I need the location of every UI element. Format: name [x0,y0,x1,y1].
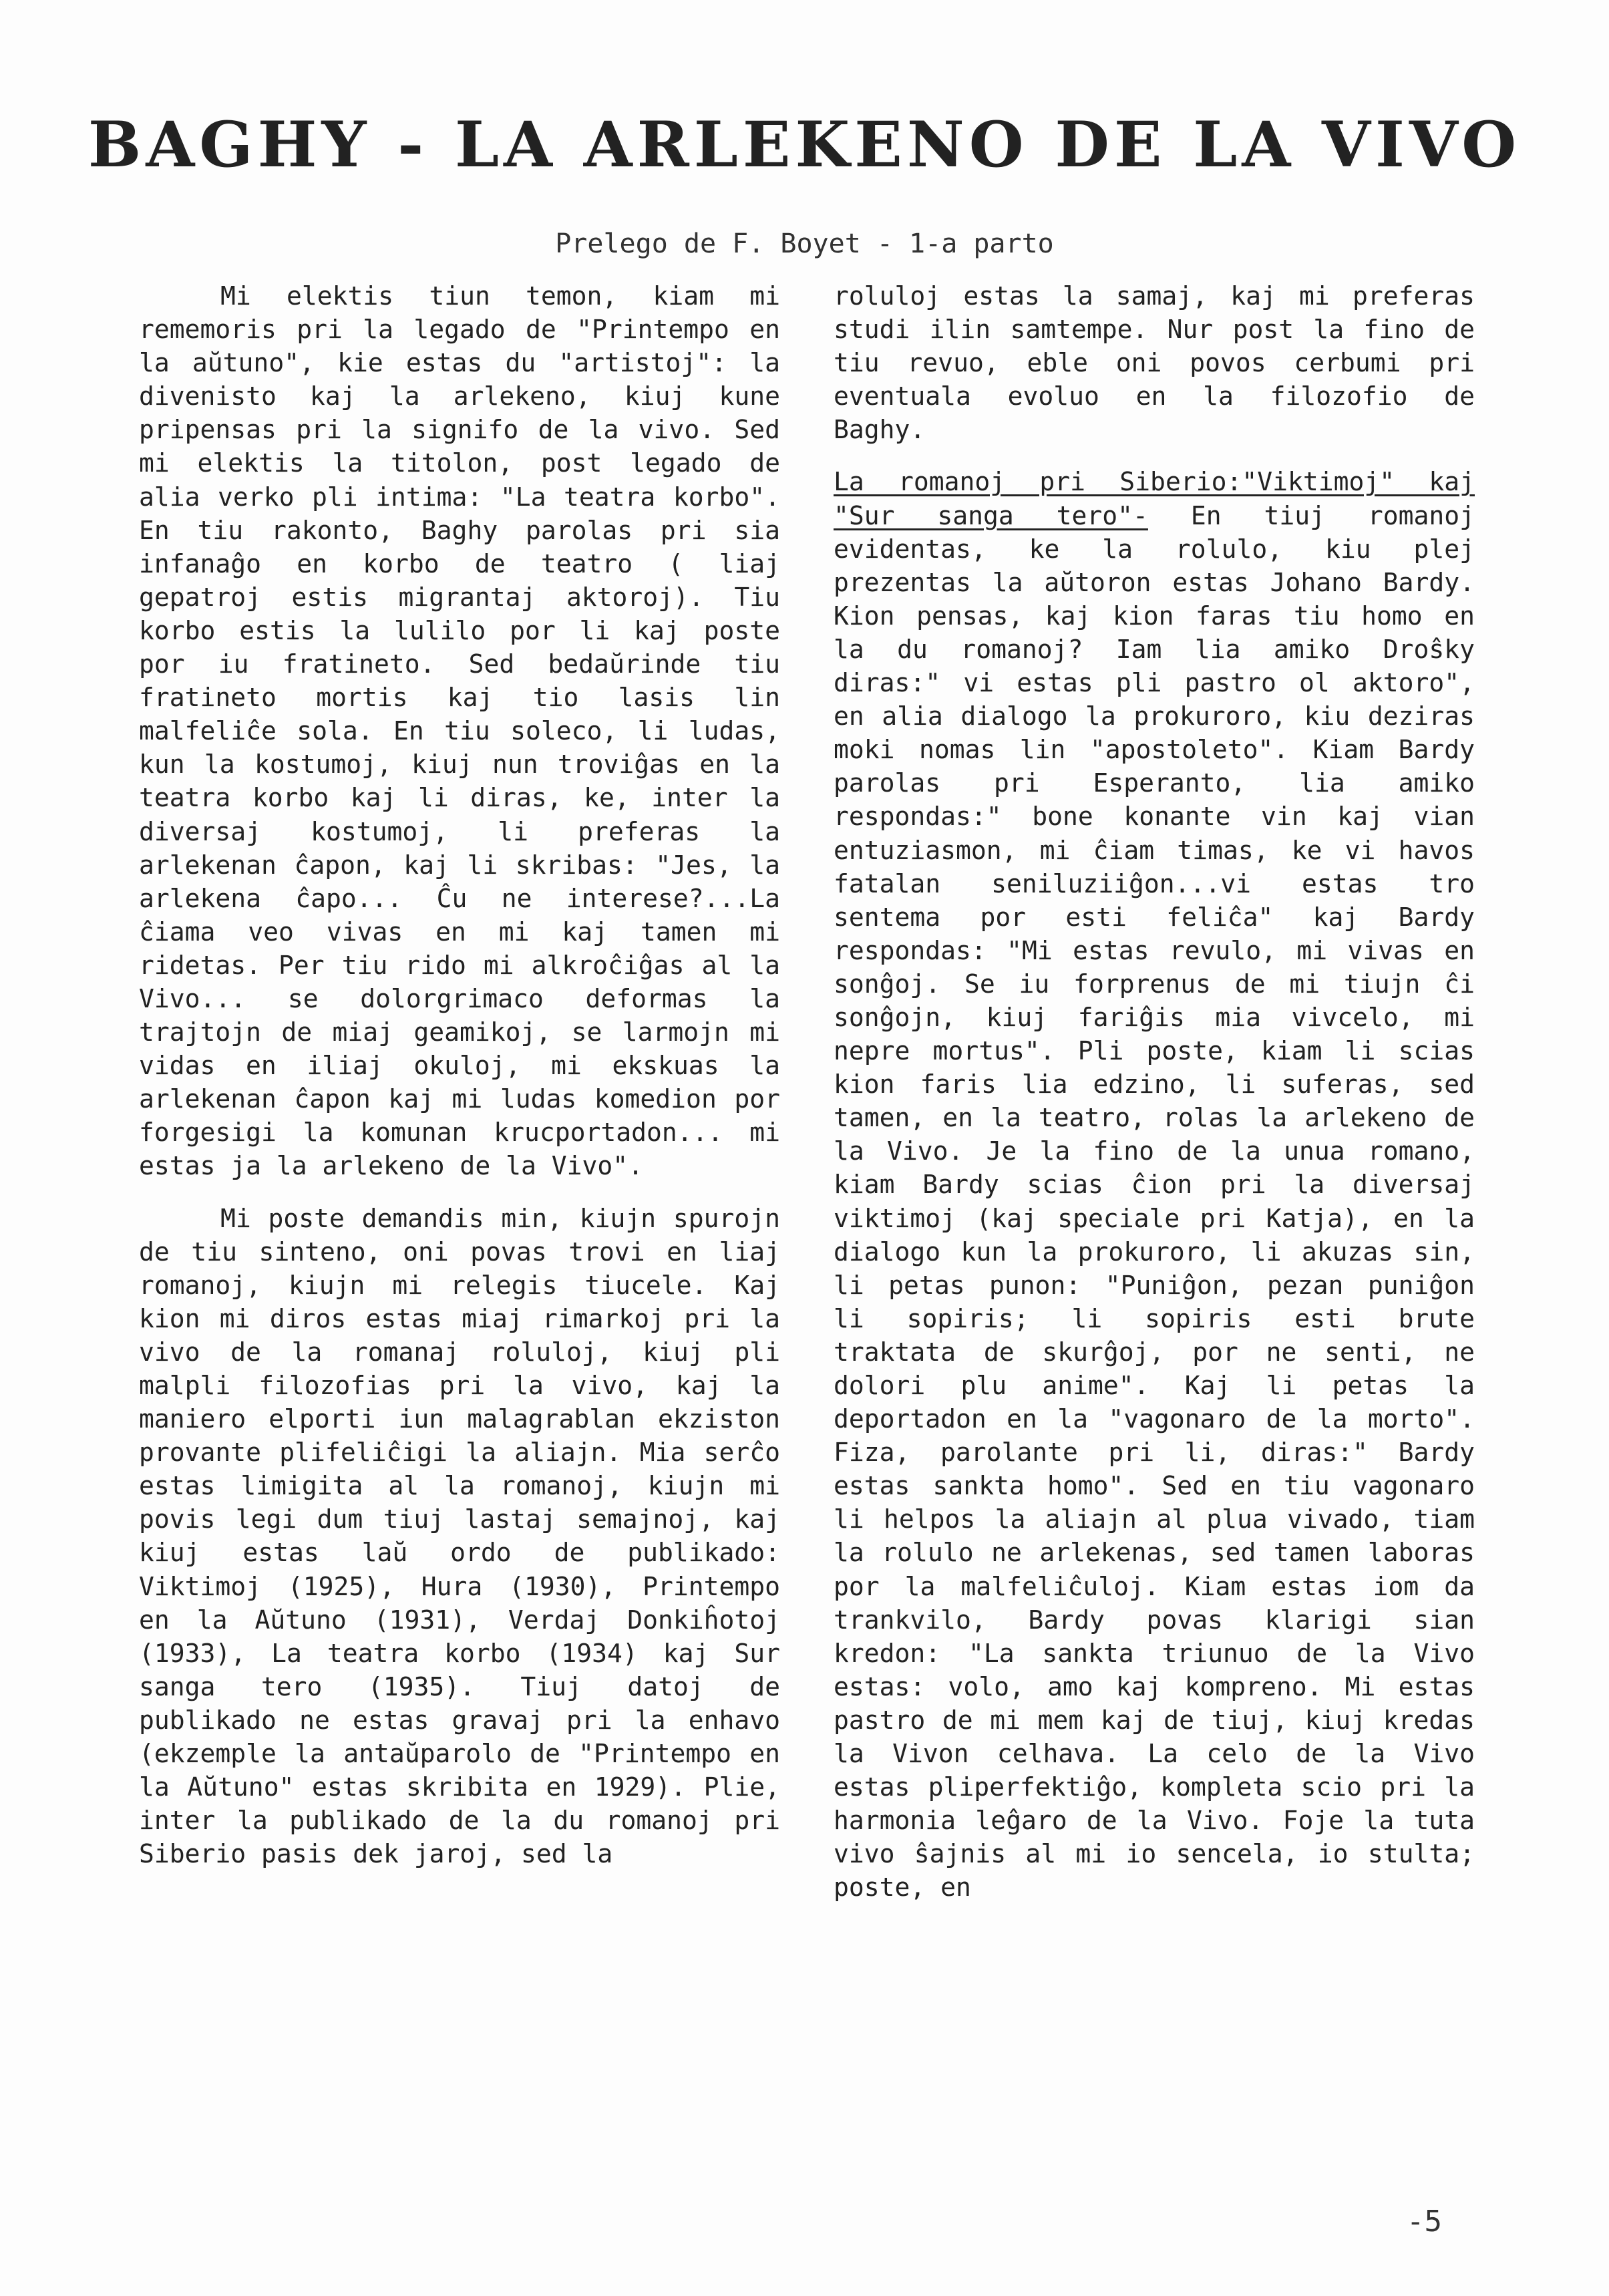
article-subtitle: Prelego de F. Boyet - 1-a parto [555,228,1054,259]
paragraph-romanoj: Mi poste demandis min, kiujn spurojn de tiu sinteno, oni povas trovi en liaj romanoj, kiujn mi relegis tiucele. Kaj kion mi diros estas miaj rimarkoj pri la vivo de la romanaj roluloj, kiuj pli malpli filozofias pri la vivo, kaj la maniero elporti iun malagrablan ekziston provante plifeliĉigi la aliajn. Mia serĉo estas limigita al la romanoj, kiujn mi povis legi dum tiuj lastaj semajnoj, kaj kiuj estas laŭ ordo de publikado: Viktimoj (1925), Hura (1930), Printempo en la Aŭtuno (1931), Verdaj Donkiĥotoj (1933), La teatra korbo (1934) kaj Sur sanga tero (1935). Tiuj datoj de publikado ne estas gravaj pri la enhavo (ekzemple la antaŭparolo de "Printempo en la Aŭtuno" estas skribita en 1929). Plie, inter la publikado de la du romanoj pri Siberio pasis dek jaroj, sed la [139,1203,780,1869]
paragraph-intro: Mi elektis tiun temon, kiam mi rememoris pri la legado de "Printempo en la aŭtuno", kie estas du "artistoj": la divenisto kaj la arlekeno, kiuj kune pripensas pri la signifo de la vivo. Sed mi elektis la titolon, post legado de alia verko pli intima: "La teatra korbo". En tiu rakonto, Baghy parolas pri sia infanaĝo en korbo de teatro ( liaj gepatroj estis migrantaj aktoroj). Tiu korbo estis la lulilo por li kaj poste por iu fratineto. Sed bedaŭrinde tiu fratineto mortis kaj tio lasis lin malfeliĉe sola. En tiu soleco, li ludas, kun la kostumoj, kiuj nun troviĝas en la teatra korbo kaj li diras, ke, inter la diversaj kostumoj, li preferas la arlekenan ĉapon, kaj li skribas: "Jes, la arlekena ĉapo... Ĉu ne interese?...La ĉiama veo vivas en mi kaj tamen mi ridetas. Per tiu rido mi alkroĉiĝas al la Vivo... se dolorgrimaco deformas la trajtojn de miaj geamikoj, se larmojn mi vidas en iliaj okuloj, mi ekskuas la arlekenan ĉapon kaj mi ludas komedion por forgesigi la komunan krucportadon... mi estas ja la arlekeno de la Vivo". [139,281,780,1181]
article-title: BAGHY - LA ARLEKENO DE LA VIVO [87,108,1522,182]
left-column [139,279,780,1870]
paragraph-siberio [834,465,1475,1904]
section-heading: La romanoj pri Siberio:"Viktimoj" kaj "Sur sanga tero"- [834,467,1475,530]
paragraph-continuation: roluloj estas la samaj, kaj mi preferas studi ilin samtempe. Nur post la fino de tiu revuo, eble oni povos cerbumi pri eventuala evoluo en la filozofio de Baghy. [834,281,1475,445]
page-number: -5 [1407,2204,1442,2239]
section-text: En tiuj romanoj evidentas, ke la rolulo, kiu plej prezentas la aŭtoron estas Johano Bardy. Kion pensas, kaj kion faras tiu homo en la du romanoj? Iam lia amiko Droŝky diras:" vi estas pli pastro ol aktoro", en alia dialogo la prokuroro, kiu deziras moki nomas lin "apostoleto". Kiam Bardy parolas pri Esperanto, lia amiko respondas:" bone konante vin kaj vian entuziasmon, mi ĉiam timas, ke vi havos fatalan seniluziiĝon...vi estas tro sentema por esti feliĉa" kaj Bardy respondas: "Mi estas revulo, mi vivas en sonĝoj. Se iu forprenus de mi tiujn ĉi sonĝojn, kiuj fariĝis mia vivcelo, mi nepre mortus". Pli poste, kiam li scias kion faris lia edzino, li suferas, sed tamen, en la teatro, rolas la arlekeno de la Vivo. Je la fino de la unua romano, kiam Bardy scias ĉion pri la diversaj viktimoj (kaj speciale pri Katja), en la dialogo kun la prokuroro, li akuzas sin, li petas punon: "Puniĝon, pezan puniĝon li sopiris; li sopiris esti brute traktata de skurĝoj, por ne senti, ne dolori plu anime". Kaj li petas la deportadon en la "vagonaro de la morto". Fiza, parolante pri li, diras:" Bardy estas sankta homo". Sed en tiu vagonaro li helpos la aliajn al plua vivado, tiam la rolulo ne arlekenas, sed tamen laboras por la malfeliĉuloj. Kiam estas iom da trankvilo, Bardy povas klarigi sian kredon: "La sankta triunuo de la Vivo estas: volo, amo kaj kompreno. Mi estas pastro de mi mem kaj de tiuj, kiuj kredas la Vivon celhava. La celo de la Vivo estas pliperfektiĝo, kompleta scio pri la harmonia leĝaro de la Vivo. Foje la tuta vivo ŝajnis al mi io sencela, io stulta; poste, en [834,500,1475,1903]
right-column [834,279,1475,1905]
